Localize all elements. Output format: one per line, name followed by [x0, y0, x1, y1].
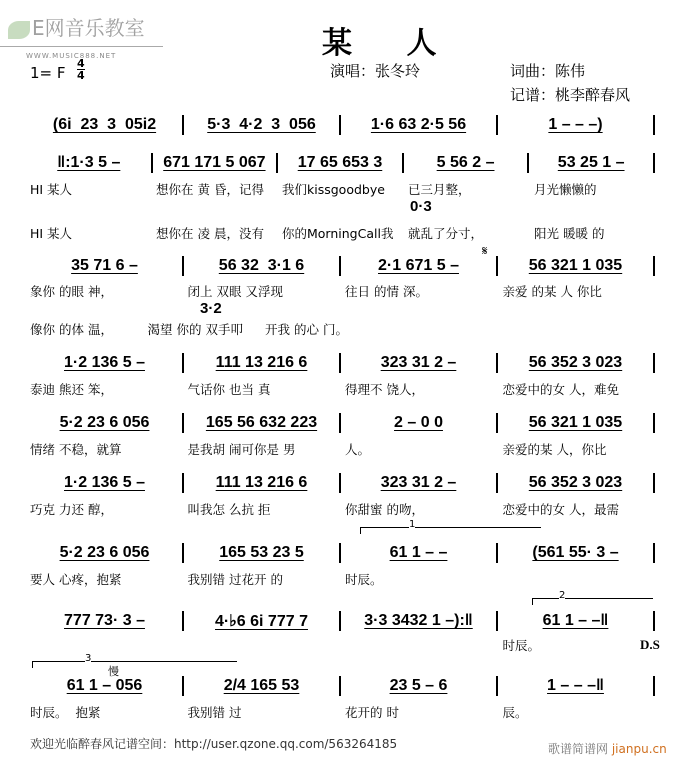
lyric-segment: 想你在 黄 昏，记得 — [156, 182, 264, 197]
bar-line — [653, 611, 655, 631]
measure — [501, 414, 650, 432]
measure — [187, 474, 336, 492]
measure — [30, 544, 179, 562]
measure-notes: 111 13 216 6 — [215, 474, 308, 491]
lyrics-line — [30, 703, 660, 721]
measure — [30, 116, 179, 134]
bar-line — [496, 256, 498, 276]
measure-notes: 5·2 23 6 056 — [59, 544, 150, 561]
measure-notes: 35 71 6 – — [71, 257, 138, 274]
measure-notes: 165 56 632 223 — [205, 414, 318, 431]
measure — [187, 116, 336, 134]
lyric-segment: 时辰。 抱紧 — [30, 705, 101, 720]
bar-line — [339, 115, 341, 135]
volta-bracket — [532, 590, 653, 605]
measure-notes: 323 31 2 – — [380, 474, 457, 491]
measure — [344, 544, 493, 562]
bar-line — [339, 353, 341, 373]
measure-notes: 1·6 63 2·5 56 — [370, 116, 467, 133]
tempo-marker: 慢 — [108, 665, 119, 678]
lyric-segment: 恋爱中的女 人，最需 — [502, 502, 619, 517]
measure-notes: 1 – – –‖ — [547, 677, 604, 694]
lyrics-line — [30, 636, 660, 654]
bar-line — [496, 543, 498, 563]
bar-line — [653, 153, 655, 173]
lyric-segment: 得理不 饶人， — [345, 382, 424, 397]
measure — [30, 354, 179, 372]
bar-line — [276, 153, 278, 173]
lyric-segment: HI 某人 — [30, 182, 73, 197]
measure — [501, 116, 650, 134]
bar-line — [182, 115, 184, 135]
bar-line — [182, 473, 184, 493]
measure — [344, 414, 493, 432]
measure-notes: 2/4 165 53 — [223, 677, 300, 694]
lyric-segment: 闭上 双眼 又浮现 — [187, 284, 283, 299]
lyric-segment: 情绪 不稳，就算 — [30, 442, 122, 457]
lyric-segment: 我别错 过 — [187, 705, 242, 720]
singer: 演唱：张冬玲 — [330, 62, 421, 80]
measure — [501, 677, 650, 695]
measure-notes: 111 13 216 6 — [215, 354, 308, 371]
leaf-icon — [8, 21, 30, 39]
measure-notes: 2 – 0 0 — [394, 414, 443, 431]
lyric-segment: 象你 的眼 神， — [30, 284, 113, 299]
lyric-segment: 亲爱的某 人，你比 — [502, 442, 607, 457]
lyric-segment — [30, 636, 188, 654]
variant-notes: 3·2 — [200, 300, 222, 317]
footer-text: 欢迎光临醉春风记谱空间：http://user.qzone.qq.com/563264185 — [30, 737, 398, 751]
measure-notes: 56 352 3 023 — [528, 354, 623, 371]
logo-url: WWW.MUSIC888.NET — [26, 52, 117, 60]
measure — [501, 257, 650, 275]
lyric-segment — [345, 636, 503, 654]
lyric-segment: HI 某人 — [30, 226, 73, 241]
measure-notes: 17 65 653 3 — [297, 154, 383, 171]
lyrics-verse2-line3 — [30, 320, 500, 338]
bar-line — [653, 473, 655, 493]
measure-notes: 1·2 136 5 – — [64, 354, 145, 371]
measure — [344, 116, 493, 134]
bar-line — [496, 115, 498, 135]
volta-number: 3 — [85, 653, 92, 664]
volta-number: 2 — [559, 590, 566, 601]
measure — [187, 257, 336, 275]
music-line — [30, 352, 658, 374]
divider — [0, 46, 163, 47]
lyric-segment: 你的MorningCall我 — [282, 226, 394, 241]
measure — [30, 154, 148, 172]
measure-notes: 5 56 2 – — [436, 154, 495, 171]
bar-line — [496, 611, 498, 631]
watermark — [548, 740, 667, 757]
measure — [156, 154, 274, 172]
key-signature: 1= F — [30, 64, 66, 82]
ds-marker: D.S — [640, 637, 660, 652]
lyric-segment: 恋爱中的女 人，难免 — [502, 382, 619, 397]
variant-notes: 0·3 — [410, 198, 432, 215]
lyric-segment — [188, 636, 346, 654]
lyrics-line — [30, 282, 660, 300]
watermark-cn: 歌谱简谱网 — [548, 742, 609, 756]
bar-line — [182, 611, 184, 631]
song-title: 某 人 — [322, 26, 459, 61]
lyric-segment: 开我 的心 门。 — [265, 322, 348, 337]
time-signature — [77, 58, 85, 81]
bar-line — [339, 256, 341, 276]
lyric-segment: 要人 心疼，抱紧 — [30, 572, 122, 587]
lyric-segment: 我们kissgoodbye — [282, 182, 385, 197]
measure-notes: (6i 23 3 05i2 — [52, 116, 157, 133]
bar-line — [653, 353, 655, 373]
lyric-segment: 人。 — [345, 442, 371, 457]
measure — [344, 474, 493, 492]
segno-icon: 𝄋 — [482, 244, 488, 259]
bar-line — [496, 413, 498, 433]
lyric-segment: 时辰。 — [502, 638, 541, 653]
lyric-segment — [383, 320, 501, 338]
lyric-segment: 巧克 力还 醇， — [30, 502, 113, 517]
measure-notes: ‖:1·3 5 – — [57, 154, 121, 171]
measure — [187, 611, 336, 631]
measure — [501, 612, 650, 630]
measure — [281, 154, 399, 172]
measure-notes: 3·3 3432 1 –):‖ — [364, 612, 473, 629]
lyric-segment: 已三月整， — [408, 182, 471, 197]
lyric-segment: 想你在 凌 晨，没有 — [156, 226, 264, 241]
measure — [187, 354, 336, 372]
bar-line — [496, 676, 498, 696]
measure — [501, 354, 650, 372]
measure-notes: 5·2 23 6 056 — [59, 414, 150, 431]
lyric-segment: 阳光 暖暖 的 — [534, 226, 605, 241]
ts-top: 4 — [77, 57, 85, 70]
bar-line — [653, 256, 655, 276]
lyric-segment: 你甜蜜 的吻， — [345, 502, 424, 517]
bar-line — [182, 676, 184, 696]
measure-notes: 23 5 – 6 — [389, 677, 448, 694]
bar-line — [496, 353, 498, 373]
measure — [30, 677, 179, 695]
measure-notes: 165 53 23 5 — [219, 544, 304, 561]
measure — [30, 474, 179, 492]
site-logo — [8, 12, 145, 41]
lyric-segment: 泰迪 熊还 笨， — [30, 382, 113, 397]
measure — [30, 414, 179, 432]
lyrics-line — [30, 570, 660, 588]
lyric-segment: 像你 的体 温， — [30, 322, 113, 337]
music-line — [30, 152, 658, 174]
measure — [501, 544, 650, 562]
measure-notes: 53 25 1 – — [557, 154, 625, 171]
lyrics-verse2-line2 — [30, 224, 660, 242]
measure-notes: (561 55· 3 – — [532, 544, 619, 561]
bar-line — [653, 413, 655, 433]
music-line — [30, 255, 658, 277]
music-line — [30, 472, 658, 494]
measure-notes: 56 352 3 023 — [528, 474, 623, 491]
lyrics-line — [30, 440, 660, 458]
measure-notes: 5·3 4·2 3 056 — [207, 116, 316, 133]
bar-line — [339, 543, 341, 563]
measure-notes: 671 171 5 067 — [163, 154, 266, 171]
measure-notes: 61 1 – –‖ — [542, 612, 609, 629]
bar-line — [339, 611, 341, 631]
measure-notes: 56 321 1 035 — [528, 257, 623, 274]
measure-notes: 777 73· 3 – — [64, 612, 145, 629]
measure — [30, 257, 179, 275]
measure — [187, 544, 336, 562]
measure-notes: 2·1 671 5 – — [378, 257, 459, 274]
measure-notes: 61 1 – 056 — [66, 677, 143, 694]
measure-notes: 61 1 – – — [389, 544, 448, 561]
music-line — [30, 412, 658, 434]
music-line — [30, 675, 658, 697]
volta-bracket — [32, 653, 237, 668]
measure-notes: 1·2 136 5 – — [64, 474, 145, 491]
bar-line — [653, 115, 655, 135]
measure — [344, 257, 493, 275]
bar-line — [527, 153, 529, 173]
music-line — [30, 542, 658, 564]
measure-notes: 323 31 2 – — [380, 354, 457, 371]
lyric-segment: 是我胡 闹可你是 男 — [187, 442, 296, 457]
bar-line — [653, 676, 655, 696]
bar-line — [339, 676, 341, 696]
lyrics-line — [30, 500, 660, 518]
measure — [501, 474, 650, 492]
lyric-segment: 月光懒懒的 — [534, 182, 597, 197]
music-line — [30, 114, 658, 136]
lyrics-line — [30, 380, 660, 398]
bar-line — [402, 153, 404, 173]
bar-line — [339, 473, 341, 493]
lyric-segment: 往日 的情 深。 — [345, 284, 428, 299]
measure — [344, 354, 493, 372]
lyric-segment: 叫我怎 么抗 拒 — [187, 502, 271, 517]
bar-line — [496, 473, 498, 493]
logo-text: E网音乐教室 — [32, 16, 145, 40]
watermark-en: jianpu.cn — [611, 742, 667, 756]
measure-notes: 56 321 1 035 — [528, 414, 623, 431]
bar-line — [182, 543, 184, 563]
lyric-segment — [503, 570, 661, 588]
bar-line — [339, 413, 341, 433]
composer: 词曲：陈伟 — [510, 62, 586, 80]
lyric-segment: 时辰。 — [345, 572, 383, 587]
measure — [344, 677, 493, 695]
volta-bracket — [360, 519, 541, 534]
bar-line — [653, 543, 655, 563]
bar-line — [182, 256, 184, 276]
measure-notes: 4·♭6 6i 777 7 — [215, 613, 308, 630]
lyric-segment: 渴望 你的 双手叩 — [147, 322, 243, 337]
measure — [344, 612, 493, 630]
ts-bottom: 4 — [77, 69, 85, 82]
lyric-segment: 亲爱 的某 人 你比 — [502, 284, 602, 299]
measure — [30, 612, 179, 630]
measure — [407, 154, 525, 172]
lyrics-line — [30, 180, 660, 198]
lyric-segment: 花开的 时 — [345, 705, 399, 720]
bar-line — [182, 353, 184, 373]
music-line — [30, 610, 658, 632]
measure — [187, 677, 336, 695]
lyric-segment: 就乱了分寸， — [408, 226, 484, 241]
lyric-segment: 辰。 — [502, 705, 528, 720]
measure-notes: 1 – – –) — [548, 116, 603, 133]
measure — [187, 414, 336, 432]
measure — [532, 154, 650, 172]
lyric-segment: 气话你 也当 真 — [187, 382, 271, 397]
bar-line — [182, 413, 184, 433]
volta-number: 1 — [409, 519, 416, 530]
bar-line — [151, 153, 153, 173]
lyric-segment: 我别错 过花开 的 — [187, 572, 283, 587]
measure-notes: 56 32 3·1 6 — [218, 257, 305, 274]
transcriber: 记谱：桃李醉春风 — [510, 86, 631, 104]
